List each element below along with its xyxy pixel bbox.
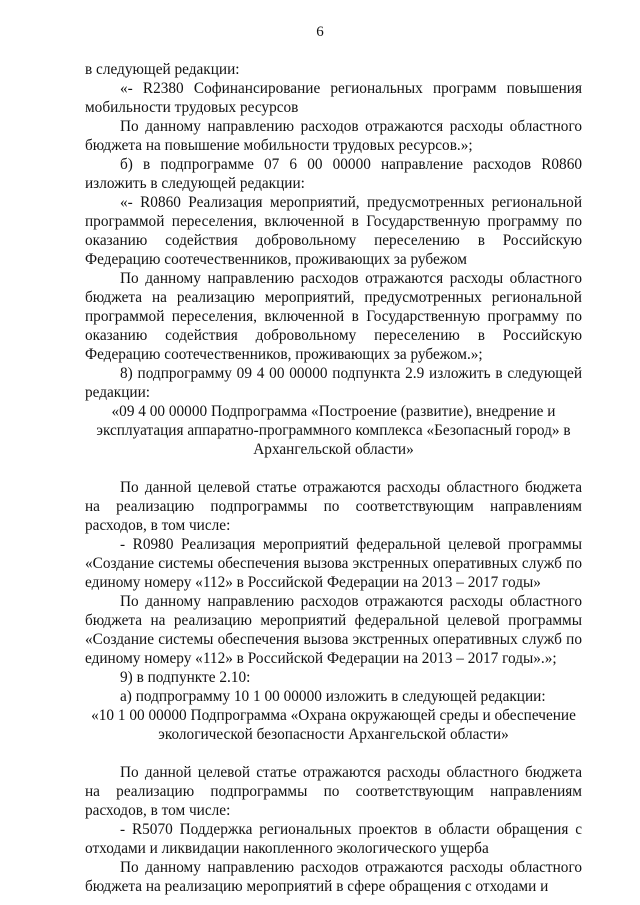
paragraph: По данному направлению расходов отражаются расходы областного бюджета на повышение мобильности трудовых ресурсов.»;	[85, 118, 582, 154]
paragraph: «- R2380 Софинансирование региональных программ повышения мобильности трудовых ресурсов	[85, 80, 582, 116]
paragraph: а) подпрограмму 10 1 00 00000 изложить в следующей редакции:	[120, 688, 546, 705]
paragraph: - R0980 Реализация мероприятий федеральной целевой программы «Создание системы обеспечения вызова экстренных оперативных служб по единому номеру «112» в Российской Федерации на 2013 – 2017 годы»	[85, 536, 582, 591]
section-heading: «10 1 00 00000 Подпрограмма «Охрана окружающей среды и обеспечение экологической безопасности Архангельской области»	[91, 707, 576, 743]
paragraph: По данной целевой статье отражаются расходы областного бюджета на реализацию подпрограммы по соответствующим направлениям расходов, в том числе:	[85, 479, 582, 534]
section-heading: «09 4 00 00000 Подпрограмма «Построение (развитие), внедрение и эксплуатация аппаратно-программного комплекса «Безопасный город» в Архангельской области»	[96, 403, 571, 458]
paragraph: «- R0860 Реализация мероприятий, предусмотренных региональной программой переселения, включенной в Государственную программу по оказанию содействия добровольному переселению в Российскую Федерацию соотечественников, проживающих за рубежом	[85, 194, 582, 268]
paragraph: По данному направлению расходов отражаются расходы областного бюджета на реализацию мероприятий, предусмотренных региональной программой переселения, включенной в Государственную программу по оказанию содействия добровольному переселению в Российскую Федерацию соотечественников, проживающих за рубежом.»;	[85, 270, 582, 363]
paragraph-gap	[85, 744, 582, 763]
paragraph: в следующей редакции:	[85, 61, 240, 78]
paragraph: По данной целевой статье отражаются расходы областного бюджета на реализацию подпрограммы по соответствующим направлениям расходов, в том числе:	[85, 764, 582, 819]
paragraph: 8) подпрограмму 09 4 00 00000 подпункта 2.9 изложить в следующей редакции:	[85, 365, 582, 401]
paragraph: б) в подпрограмме 07 6 00 00000 направление расходов R0860 изложить в следующей редакции:	[85, 156, 582, 192]
paragraph: 9) в подпункте 2.10:	[120, 669, 251, 686]
paragraph: По данному направлению расходов отражаются расходы областного бюджета на реализацию мероприятий в сфере обращения с отходами и	[85, 859, 582, 895]
page-number: 6	[316, 24, 324, 40]
paragraph-gap	[85, 459, 582, 478]
paragraph: По данному направлению расходов отражаются расходы областного бюджета на реализацию мероприятий федеральной целевой программы «Создание системы обеспечения вызова экстренных оперативных служб по единому номеру «112» в Российской Федерации на 2013 – 2017 годы».»;	[85, 593, 582, 667]
paragraph: - R5070 Поддержка региональных проектов в области обращения с отходами и ликвидации накопленного экологического ущерба	[85, 821, 582, 857]
document-body	[85, 60, 582, 896]
